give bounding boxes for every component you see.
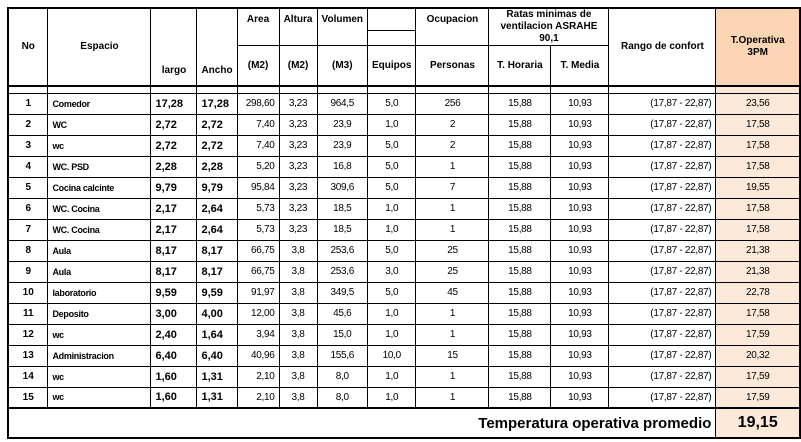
cell-largo: 6,40 [151,345,197,366]
cell-t-operativa: 17,58 [716,303,800,324]
cell-personas: 1 [416,156,489,177]
cell-t-media: 10,93 [551,177,609,198]
cell-t-media: 10,93 [551,198,609,219]
table-row [8,282,800,303]
cell-t-media: 10,93 [551,324,609,345]
cell-ancho: 2,72 [197,135,237,156]
ventilation-table [7,7,801,439]
cell-ancho: 1,31 [197,366,237,387]
cell-largo: 2,17 [151,219,197,240]
cell-personas: 45 [416,282,489,303]
cell-equipos: 1,0 [368,366,416,387]
cell-t-operativa: 22,78 [716,282,800,303]
cell-t-operativa: 20,32 [716,345,800,366]
table-row [8,177,800,198]
cell-altura: 3,23 [279,198,317,219]
cell-t-media: 10,93 [551,303,609,324]
cell-rango: (17,87 - 22,87) [609,177,716,198]
footer-row [8,408,800,438]
cell-espacio: Comedor [48,93,151,114]
cell-volumen: 18,5 [317,198,367,219]
cell-ancho: 8,17 [197,240,237,261]
cell-espacio: Deposito [48,303,151,324]
cell-rango: (17,87 - 22,87) [609,387,716,408]
cell-largo: 9,59 [151,282,197,303]
cell-rango: (17,87 - 22,87) [609,156,716,177]
header-equipos: Equipos [368,46,416,86]
header-ocupacion: Ocupacion [416,8,489,46]
cell-t-horaria: 15,88 [489,198,551,219]
cell-ancho: 1,31 [197,387,237,408]
cell-t-media: 10,93 [551,345,609,366]
footer-label: Temperatura operativa promedio [8,408,716,438]
cell-personas: 2 [416,135,489,156]
cell-t-horaria: 15,88 [489,93,551,114]
cell-equipos: 1,0 [368,219,416,240]
cell-area: 12,00 [237,303,279,324]
cell-equipos: 5,0 [368,93,416,114]
cell-rango: (17,87 - 22,87) [609,240,716,261]
cell-rango: (17,87 - 22,87) [609,198,716,219]
cell-largo: 8,17 [151,261,197,282]
cell-espacio: Aula [48,261,151,282]
cell-volumen: 23,9 [317,114,367,135]
cell-altura: 3,23 [279,114,317,135]
header-ratas: Ratas minimas de ventilacion ASRAHE 90,1 [489,8,609,46]
cell-t-operativa: 17,59 [716,366,800,387]
table-row [8,324,800,345]
cell-no: 8 [8,240,48,261]
cell-altura: 3,23 [279,135,317,156]
header-area-unit: (M2) [237,46,279,86]
cell-altura: 3,8 [279,303,317,324]
cell-largo: 2,72 [151,135,197,156]
cell-t-operativa: 21,38 [716,261,800,282]
table-row [8,135,800,156]
cell-no: 2 [8,114,48,135]
cell-altura: 3,8 [279,324,317,345]
cell-rango: (17,87 - 22,87) [609,261,716,282]
table-row [8,198,800,219]
cell-t-operativa: 17,58 [716,198,800,219]
cell-largo: 2,28 [151,156,197,177]
cell-t-media: 10,93 [551,366,609,387]
header-espacio: Espacio [48,8,151,86]
cell-t-media: 10,93 [551,387,609,408]
cell-personas: 7 [416,177,489,198]
cell-t-horaria: 15,88 [489,366,551,387]
cell-rango: (17,87 - 22,87) [609,324,716,345]
cell-altura: 3,8 [279,366,317,387]
cell-ancho: 1,64 [197,324,237,345]
cell-rango: (17,87 - 22,87) [609,282,716,303]
cell-espacio: Aula [48,240,151,261]
cell-t-operativa: 17,58 [716,156,800,177]
header-volumen-unit: (M3) [317,46,367,86]
cell-volumen: 964,5 [317,93,367,114]
cell-espacio: wc [48,324,151,345]
cell-espacio: WC [48,114,151,135]
table-row [8,366,800,387]
cell-ancho: 2,28 [197,156,237,177]
cell-area: 3,94 [237,324,279,345]
cell-area: 40,96 [237,345,279,366]
cell-t-horaria: 15,88 [489,387,551,408]
cell-volumen: 16,8 [317,156,367,177]
cell-no: 13 [8,345,48,366]
cell-personas: 25 [416,261,489,282]
header-altura-unit: (M2) [279,46,317,86]
cell-espacio: WC. Cocina [48,219,151,240]
header-largo: largo [151,8,197,86]
cell-espacio: wc [48,366,151,387]
cell-no: 4 [8,156,48,177]
spreadsheet-table-container [7,7,801,439]
header-t-horaria: T. Horaria [489,46,551,86]
cell-altura: 3,8 [279,387,317,408]
cell-personas: 2 [416,114,489,135]
cell-largo: 2,40 [151,324,197,345]
cell-t-media: 10,93 [551,93,609,114]
cell-no: 12 [8,324,48,345]
header-altura: Altura [279,8,317,46]
cell-altura: 3,23 [279,156,317,177]
cell-rango: (17,87 - 22,87) [609,303,716,324]
cell-personas: 1 [416,198,489,219]
cell-largo: 3,00 [151,303,197,324]
header-no: No [8,8,48,86]
cell-espacio: Cocina calcinte [48,177,151,198]
cell-ancho: 2,64 [197,219,237,240]
cell-ancho: 9,79 [197,177,237,198]
cell-rango: (17,87 - 22,87) [609,219,716,240]
cell-volumen: 349,5 [317,282,367,303]
cell-equipos: 1,0 [368,303,416,324]
cell-t-operativa: 17,58 [716,219,800,240]
cell-ancho: 2,72 [197,114,237,135]
cell-rango: (17,87 - 22,87) [609,135,716,156]
cell-rango: (17,87 - 22,87) [609,114,716,135]
cell-t-horaria: 15,88 [489,114,551,135]
table-row [8,156,800,177]
cell-t-media: 10,93 [551,261,609,282]
cell-area: 298,60 [237,93,279,114]
cell-equipos: 1,0 [368,198,416,219]
cell-area: 2,10 [237,366,279,387]
header-ancho: Ancho [197,8,237,86]
cell-t-horaria: 15,88 [489,135,551,156]
cell-t-media: 10,93 [551,282,609,303]
header-volumen: Volumen [317,8,367,46]
cell-personas: 1 [416,387,489,408]
cell-espacio: Administracion [48,345,151,366]
cell-largo: 8,17 [151,240,197,261]
cell-volumen: 8,0 [317,387,367,408]
cell-area: 5,73 [237,198,279,219]
cell-area: 66,75 [237,240,279,261]
cell-no: 9 [8,261,48,282]
header-equipos-top [368,8,416,31]
cell-t-horaria: 15,88 [489,282,551,303]
cell-espacio: wc [48,135,151,156]
table-row [8,261,800,282]
cell-rango: (17,87 - 22,87) [609,366,716,387]
cell-volumen: 45,6 [317,303,367,324]
cell-t-horaria: 15,88 [489,261,551,282]
cell-t-operativa: 17,58 [716,114,800,135]
cell-no: 7 [8,219,48,240]
cell-personas: 256 [416,93,489,114]
cell-t-media: 10,93 [551,240,609,261]
cell-altura: 3,8 [279,261,317,282]
header-t-media: T. Media [551,46,609,86]
cell-altura: 3,23 [279,219,317,240]
cell-volumen: 15,0 [317,324,367,345]
table-row [8,345,800,366]
header-personas: Personas [416,46,489,86]
cell-volumen: 18,5 [317,219,367,240]
cell-ancho: 6,40 [197,345,237,366]
cell-espacio: WC. Cocina [48,198,151,219]
table-row [8,303,800,324]
cell-ancho: 2,64 [197,198,237,219]
cell-volumen: 155,6 [317,345,367,366]
cell-volumen: 8,0 [317,366,367,387]
cell-area: 66,75 [237,261,279,282]
cell-equipos: 5,0 [368,156,416,177]
cell-largo: 9,79 [151,177,197,198]
cell-rango: (17,87 - 22,87) [609,93,716,114]
cell-area: 95,84 [237,177,279,198]
cell-personas: 1 [416,366,489,387]
header-area: Area [237,8,279,46]
cell-equipos: 5,0 [368,240,416,261]
cell-ancho: 8,17 [197,261,237,282]
cell-personas: 15 [416,345,489,366]
cell-no: 6 [8,198,48,219]
cell-no: 14 [8,366,48,387]
cell-personas: 1 [416,219,489,240]
cell-area: 5,73 [237,219,279,240]
cell-equipos: 1,0 [368,114,416,135]
cell-equipos: 1,0 [368,387,416,408]
cell-no: 10 [8,282,48,303]
cell-volumen: 253,6 [317,240,367,261]
cell-t-operativa: 17,59 [716,387,800,408]
header-t-operativa: T.Operativa 3PM [716,8,800,86]
cell-t-media: 10,93 [551,156,609,177]
header-equipos-mid [368,31,416,46]
cell-no: 11 [8,303,48,324]
cell-area: 91,97 [237,282,279,303]
table-row [8,387,800,408]
cell-volumen: 309,6 [317,177,367,198]
cell-t-operativa: 19,55 [716,177,800,198]
cell-altura: 3,8 [279,240,317,261]
cell-altura: 3,23 [279,177,317,198]
cell-ancho: 9,59 [197,282,237,303]
header-spacer [8,86,800,94]
cell-largo: 2,72 [151,114,197,135]
table-row [8,93,800,114]
cell-t-operativa: 23,56 [716,93,800,114]
cell-t-horaria: 15,88 [489,324,551,345]
header-rango: Rango de confort [609,8,716,86]
cell-area: 2,10 [237,387,279,408]
cell-largo: 2,17 [151,198,197,219]
cell-largo: 1,60 [151,387,197,408]
cell-personas: 25 [416,240,489,261]
cell-t-horaria: 15,88 [489,240,551,261]
cell-t-media: 10,93 [551,219,609,240]
cell-largo: 1,60 [151,366,197,387]
cell-equipos: 5,0 [368,135,416,156]
cell-t-operativa: 21,38 [716,240,800,261]
cell-t-horaria: 15,88 [489,156,551,177]
cell-ancho: 4,00 [197,303,237,324]
cell-largo: 17,28 [151,93,197,114]
cell-t-operativa: 17,59 [716,324,800,345]
cell-rango: (17,87 - 22,87) [609,345,716,366]
footer-value: 19,15 [716,408,800,438]
cell-t-horaria: 15,88 [489,345,551,366]
cell-personas: 1 [416,303,489,324]
cell-area: 5,20 [237,156,279,177]
cell-altura: 3,8 [279,282,317,303]
cell-no: 1 [8,93,48,114]
cell-area: 7,40 [237,114,279,135]
cell-area: 7,40 [237,135,279,156]
table-row [8,114,800,135]
cell-ancho: 17,28 [197,93,237,114]
cell-t-horaria: 15,88 [489,177,551,198]
cell-equipos: 10,0 [368,345,416,366]
cell-t-horaria: 15,88 [489,219,551,240]
cell-volumen: 253,6 [317,261,367,282]
cell-equipos: 1,0 [368,324,416,345]
table-body [8,93,800,408]
cell-espacio: WC. PSD [48,156,151,177]
cell-t-media: 10,93 [551,135,609,156]
cell-t-operativa: 17,58 [716,135,800,156]
cell-t-horaria: 15,88 [489,303,551,324]
cell-no: 15 [8,387,48,408]
cell-espacio: wc [48,387,151,408]
cell-altura: 3,8 [279,345,317,366]
table-row [8,240,800,261]
cell-t-media: 10,93 [551,114,609,135]
cell-altura: 3,23 [279,93,317,114]
cell-equipos: 5,0 [368,282,416,303]
cell-equipos: 5,0 [368,177,416,198]
table-row [8,219,800,240]
cell-espacio: laboratorio [48,282,151,303]
cell-no: 5 [8,177,48,198]
cell-volumen: 23,9 [317,135,367,156]
cell-no: 3 [8,135,48,156]
cell-personas: 1 [416,324,489,345]
cell-equipos: 3,0 [368,261,416,282]
